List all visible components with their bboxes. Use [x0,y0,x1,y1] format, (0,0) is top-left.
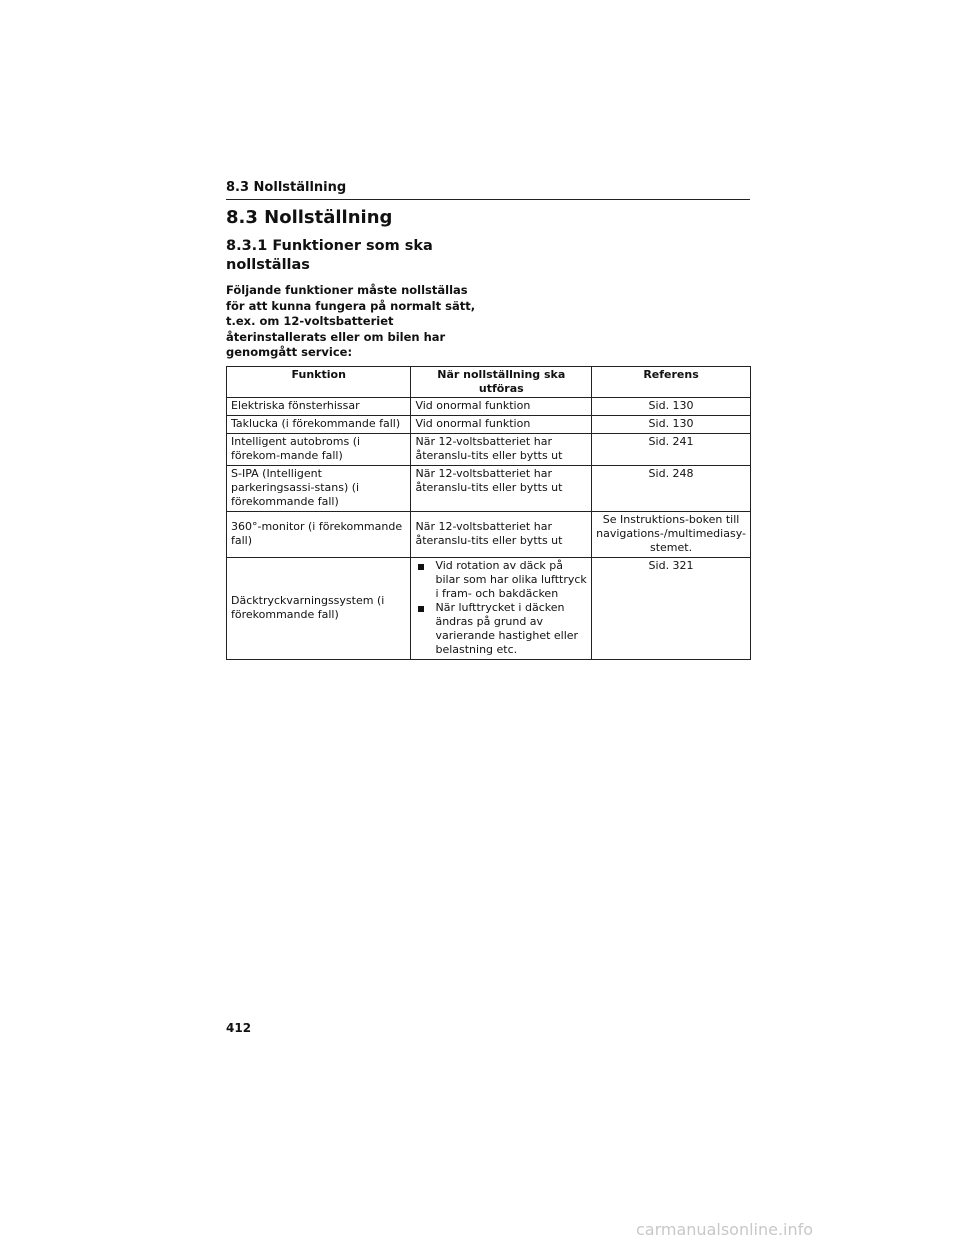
bullet-square-icon [418,606,424,612]
header-function: Funktion [227,367,411,398]
table-row [227,398,751,416]
cell-function: Taklucka (i förekommande fall) [227,416,411,434]
table-row [227,558,751,660]
cell-reference: Sid. 321 [592,558,751,660]
cell-function: Elektriska fönsterhissar [227,398,411,416]
table-row [227,416,751,434]
header-reference: Referens [592,367,751,398]
running-head: 8.3 Nollställning [226,180,750,200]
watermark-text: carmanualsonline.info [636,1220,814,1239]
header-when: När nollställning ska utföras [411,367,592,398]
list-item-text: Vid rotation av däck på bilar som har olika lufttryck i fram- och bakdäcken [435,559,587,600]
when-bullet-list [415,559,587,657]
table-row [227,434,751,466]
page-number: 412 [226,1021,252,1035]
cell-reference: Sid. 248 [592,466,751,512]
table-row [227,466,751,512]
cell-when: Vid onormal funktion [411,398,592,416]
section-title: 8.3 Nollställning [226,207,393,228]
cell-reference: Sid. 130 [592,416,751,434]
table-row [227,512,751,558]
cell-function: S-IPA (Intelligent parkeringsassi-stans) (i förekommande fall) [227,466,411,512]
list-item [415,601,587,657]
list-item-text: När lufttrycket i däcken ändras på grund av varierande hastighet eller belastning etc. [435,601,579,656]
table-header-row [227,367,751,398]
cell-function: Däcktryckvarningssystem (i förekommande fall) [227,558,411,660]
cell-when: När 12-voltsbatteriet har återanslu-tits eller bytts ut [411,434,592,466]
cell-reference: Sid. 130 [592,398,751,416]
subsection-title: 8.3.1 Funktioner som ska nollställas [226,238,433,273]
cell-reference: Se Instruktions-boken till navigations-/multimediasy-stemet. [592,512,751,558]
cell-when: Vid onormal funktion [411,416,592,434]
cell-when: När 12-voltsbatteriet har återanslu-tits eller bytts ut [411,512,592,558]
cell-function: 360°-monitor (i förekommande fall) [227,512,411,558]
list-item [415,559,587,601]
cell-reference: Sid. 241 [592,434,751,466]
cell-when: När 12-voltsbatteriet har återanslu-tits eller bytts ut [411,466,592,512]
bullet-square-icon [418,564,424,570]
cell-function: Intelligent autobroms (i förekom-mande fall) [227,434,411,466]
cell-when-list [411,558,592,660]
intro-paragraph: Följande funktioner måste nollställas för att kunna fungera på normalt sätt, t.ex. om 12-voltsbatteriet återinstallerats eller om bilen har genomgått service: [226,283,476,359]
reset-functions-table [226,366,751,660]
